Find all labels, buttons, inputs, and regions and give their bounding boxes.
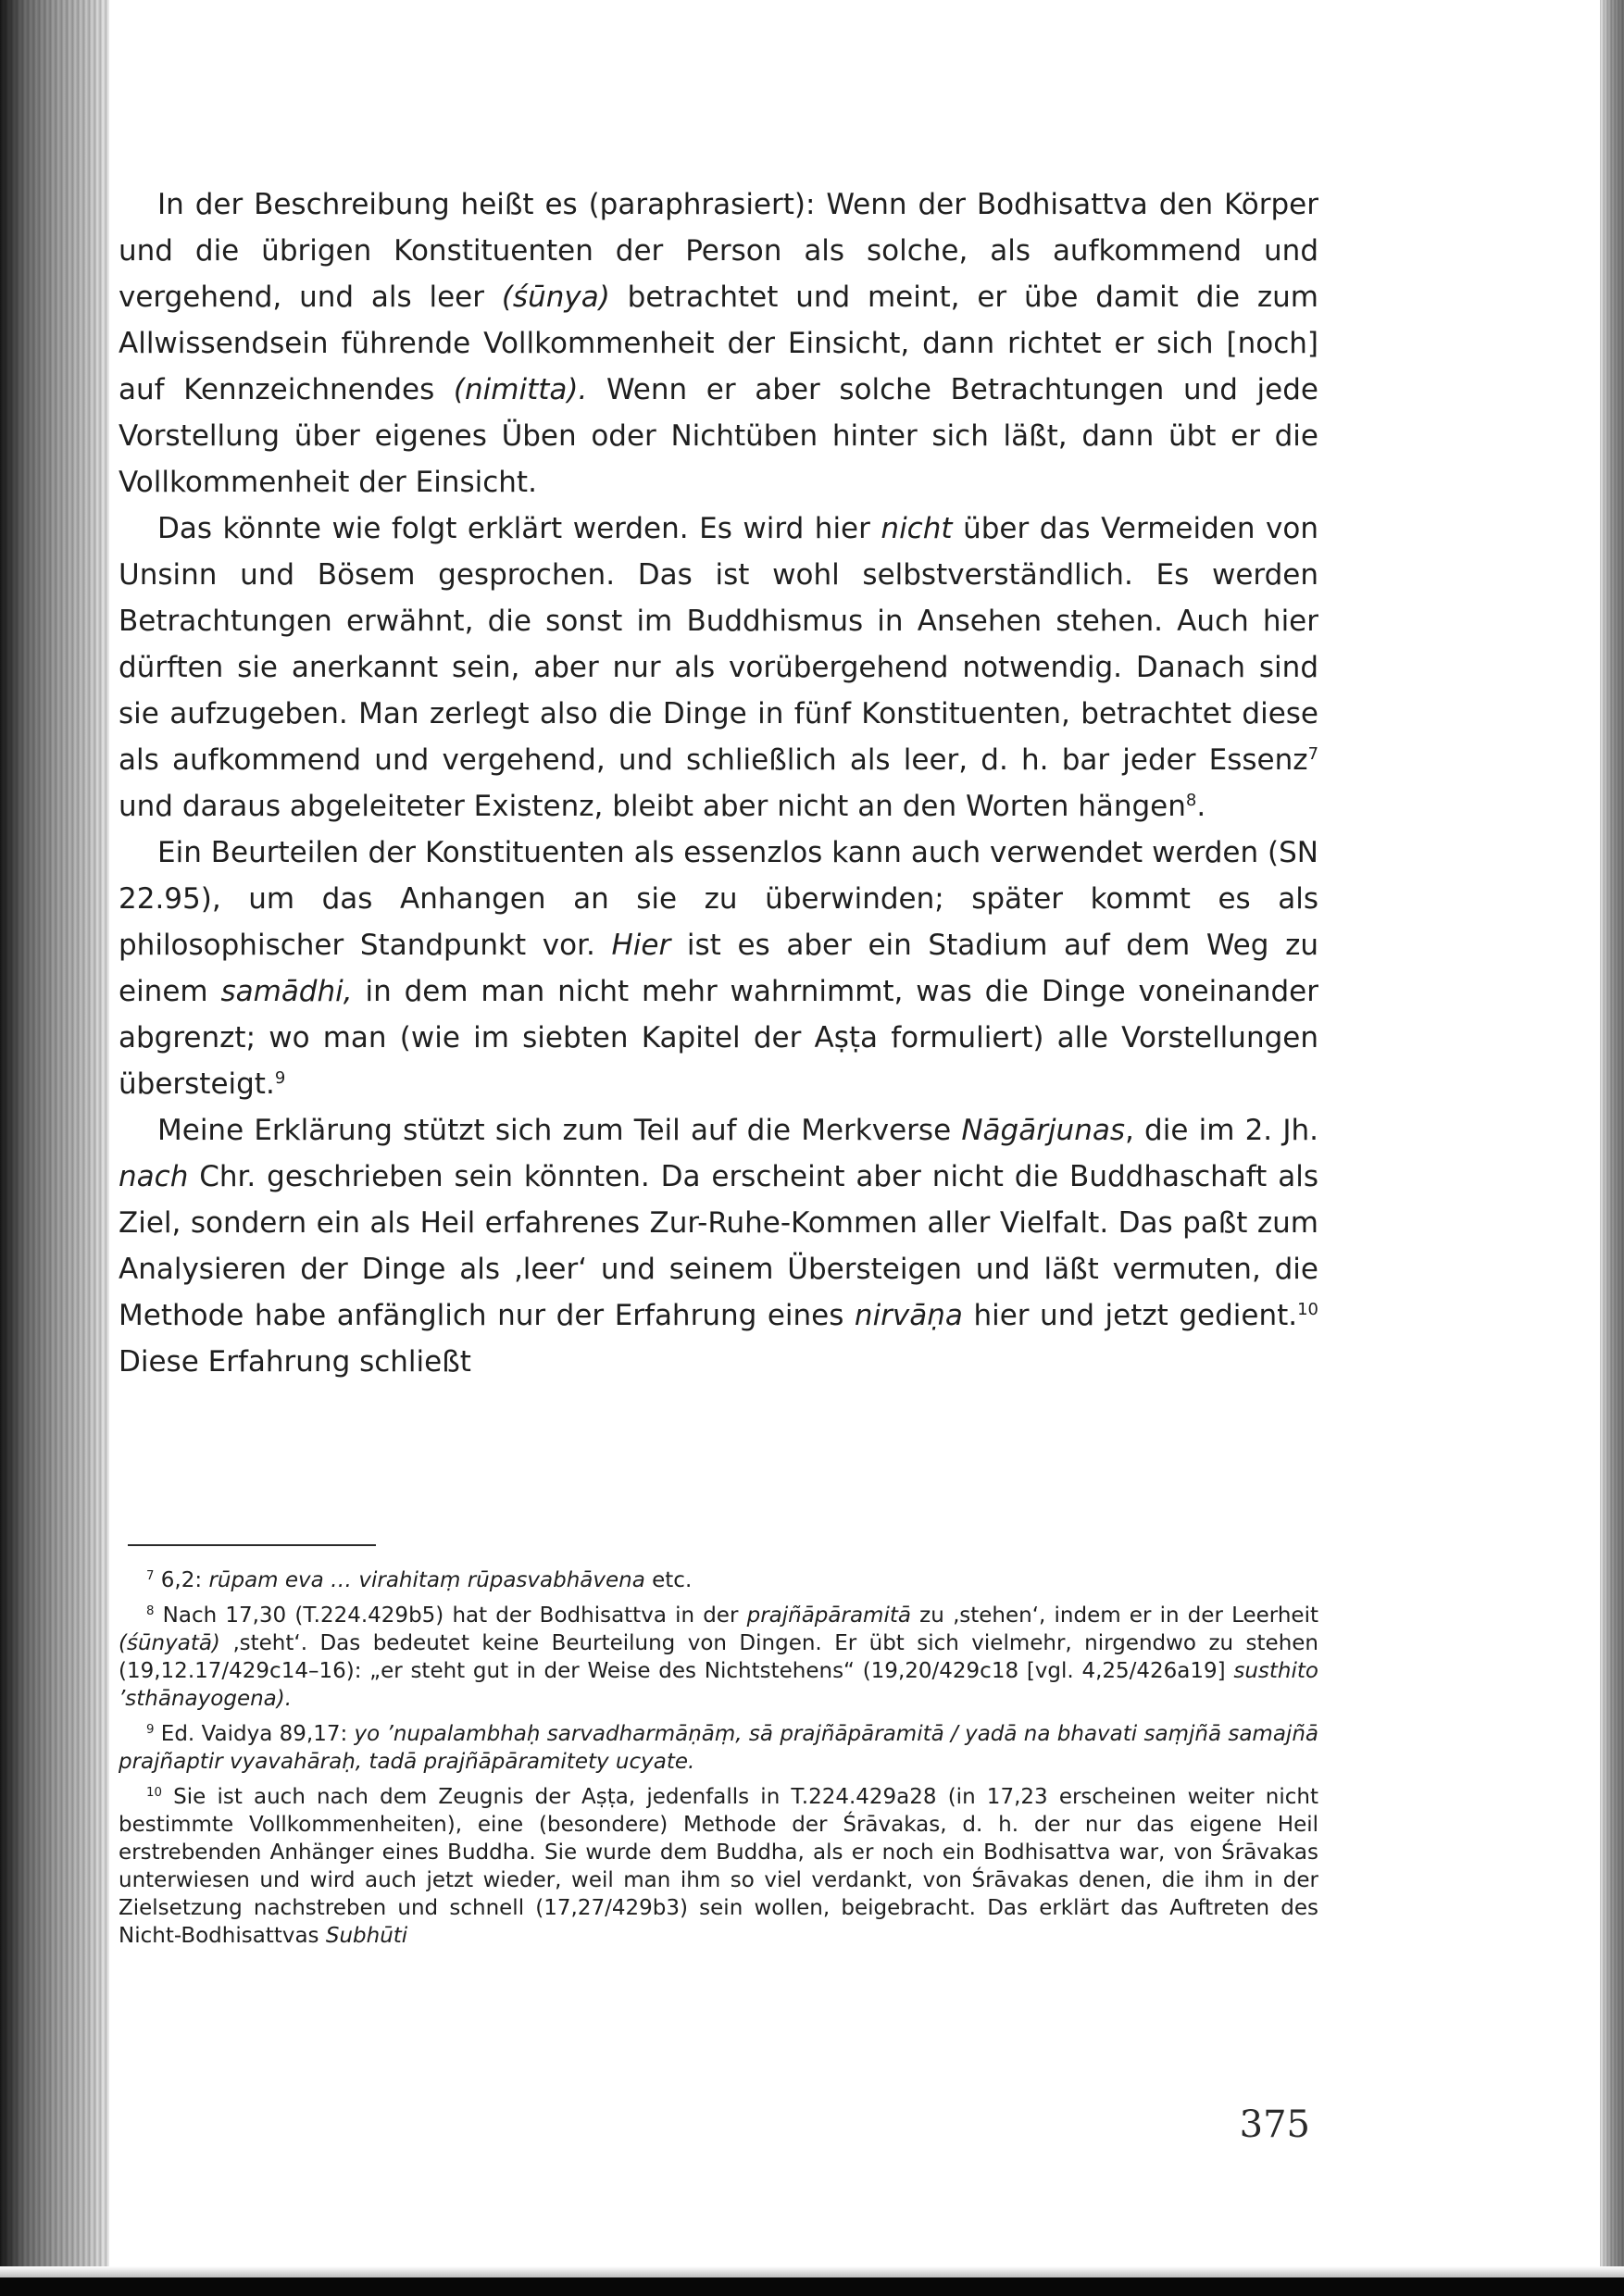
paragraph-2 xyxy=(119,505,1318,830)
footnote-9 xyxy=(119,1720,1318,1776)
footnote-number: 9 xyxy=(146,1723,155,1737)
text-run: etc. xyxy=(644,1568,693,1592)
footnote-8 xyxy=(119,1602,1318,1713)
text-run: zu ‚stehen‘, indem er in der Leerheit xyxy=(910,1603,1318,1628)
text-run: Das könnte wie folgt erklärt werden. Es wird hier xyxy=(157,512,881,545)
italic-term: nirvāṇa xyxy=(854,1299,963,1332)
scan-bottom-edge xyxy=(0,2277,1624,2296)
italic-term: Hier xyxy=(611,929,671,962)
text-run: Nach 17,30 (T.224.429b5) hat der Bodhisattva in der xyxy=(154,1603,747,1628)
footnotes-block xyxy=(119,1566,1318,1957)
footnote-separator xyxy=(128,1544,376,1546)
main-text-body xyxy=(119,181,1318,1385)
footnote-ref: 10 xyxy=(1297,1300,1318,1320)
italic-term: Nāgārjunas xyxy=(961,1114,1125,1147)
text-run: in dem man nicht mehr wahrnimmt, was die Dinge voneinander abgrenzt; wo man (wie im siebten Kapitel der Aṣṭa formuliert) alle Vorstellungen übersteigt. xyxy=(119,975,1318,1101)
italic-term: (nimitta). xyxy=(453,373,588,406)
italic-term: yo ’nupalambhaḥ sarvadharmāṇāṃ, sā prajñāpāramitā / yadā na bhavati saṃjñā samajñā prajñaptir vyavahāraḥ, tadā prajñāpāramitety ucyate. xyxy=(119,1722,1318,1774)
italic-term: (śūnya) xyxy=(501,281,610,314)
text-run: hier und jetzt gedient. xyxy=(962,1299,1298,1332)
scan-bottom-gradient xyxy=(0,2266,1624,2277)
footnote-7 xyxy=(119,1566,1318,1594)
paragraph-4 xyxy=(119,1107,1318,1385)
italic-term: prajñāpāramitā xyxy=(746,1603,911,1628)
text-run: über das Vermeiden von Unsinn und Bösem gesprochen. Das ist wohl selbstverständlich. Es werden Betrachtungen erwähnt, die sonst im Buddhismus in Ansehen stehen. Auch hier dürften sie anerkannt sein, aber nur als vorübergehend notwendig. Danach sind sie aufzugeben. Man zerlegt also die Dinge in fünf Konstituenten, betrachtet diese als aufkommend und vergehend, und schließlich als leer, d. h. bar jeder Essenz xyxy=(119,512,1318,777)
italic-term: samādhi, xyxy=(220,975,353,1008)
italic-term: (śūnyatā) xyxy=(119,1631,220,1655)
italic-term: nach xyxy=(119,1160,189,1193)
text-run: Diese Erfahrung schließt xyxy=(119,1345,471,1379)
text-run: Ed. Vaidya 89,17: xyxy=(154,1722,355,1746)
footnote-ref: 8 xyxy=(1185,791,1197,811)
italic-term: nicht xyxy=(881,512,953,545)
text-run: Wenn er aber solche Betrachtungen und jede Vorstellung über eigenes Üben oder Nichtüben hinter sich läßt, dann übt er die Vollkommenheit der Einsicht. xyxy=(119,373,1318,499)
scan-edge-shadow-right xyxy=(1600,0,1624,2296)
footnote-number: 7 xyxy=(146,1569,155,1583)
text-run: und daraus abgeleiteter Existenz, bleibt aber nicht an den Worten hängen xyxy=(119,790,1186,823)
footnote-ref: 7 xyxy=(1307,744,1318,765)
footnote-number: 8 xyxy=(146,1604,155,1618)
text-run: Chr. geschrieben sein könnten. Da erscheint aber nicht die Buddhaschaft als Ziel, sondern ein als Heil erfahrenes Zur-Ruhe-Kommen aller Vielfalt. Das paßt zum Analysieren der Dinge als ‚leer‘ und seinem Übersteigen und läßt vermuten, die Methode habe anfänglich nur der Erfahrung eines xyxy=(119,1160,1318,1332)
text-run: betrachtet und meint, er übe damit die zum Allwissendsein führende Vollkommenheit der Einsicht, dann richtet er sich [noch] auf Kennzeichnendes xyxy=(119,281,1319,406)
italic-term: rūpam eva … virahitaṃ rūpasvabhāvena xyxy=(208,1568,645,1592)
footnote-ref: 9 xyxy=(274,1068,286,1089)
text-run: In der Beschreibung heißt es (paraphrasiert): Wenn der Bodhisattva den Körper und die übrigen Konstituenten der Person als solche, als aufkommend und vergehend, und als leer xyxy=(119,188,1318,314)
paragraph-1 xyxy=(119,181,1318,505)
italic-term: susthito ’sthānayogena). xyxy=(119,1659,1318,1711)
text-run: Ein Beurteilen der Konstituenten als essenzlos kann auch verwendet werden (SN 22.95), um das Anhangen an sie zu überwinden; später kommt es als philosophischer Standpunkt vor. xyxy=(119,836,1318,962)
text-run: . xyxy=(1196,790,1206,823)
footnote-10 xyxy=(119,1783,1318,1950)
text-run: ist es aber ein Stadium auf dem Weg zu einem xyxy=(119,929,1318,1008)
italic-term: Subhūti xyxy=(325,1924,408,1948)
page-number: 375 xyxy=(1239,2103,1310,2146)
text-run: ‚steht‘. Das bedeutet keine Beurteilung von Dingen. Er übt sich vielmehr, nirgendwo zu stehen (19,12.17/429c14–16): „er steht gut in der Weise des Nichtstehens“ (19,20/429c18 [vgl. 4,25/426a19] xyxy=(119,1631,1318,1683)
text-run: Meine Erklärung stützt sich zum Teil auf die Merkverse xyxy=(157,1114,962,1147)
paragraph-3 xyxy=(119,830,1318,1107)
text-run: 6,2: xyxy=(154,1568,209,1592)
scan-binding-shadow-left xyxy=(0,0,109,2296)
footnote-number: 10 xyxy=(146,1786,162,1800)
text-run: Sie ist auch nach dem Zeugnis der Aṣṭa, jedenfalls in T.224.429a28 (in 17,23 erscheinen weiter nicht bestimmte Vollkommenheiten), eine (besondere) Methode der Śrāvakas, d. h. der nur das eigene Heil erstrebenden Anhänger eines Buddha. Sie wurde dem Buddha, als er noch ein Bodhisattva war, von Śrāvakas unterwiesen und wird auch jetzt wieder, weil man ihm so viel verdankt, von Śrāvakas denen, die ihm in der Zielsetzung nachstreben und schnell (17,27/429b3) sein wollen, beigebracht. Das erklärt das Auftreten des Nicht-Bodhisattvas xyxy=(119,1785,1318,1948)
text-run: , die im 2. Jh. xyxy=(1125,1114,1318,1147)
